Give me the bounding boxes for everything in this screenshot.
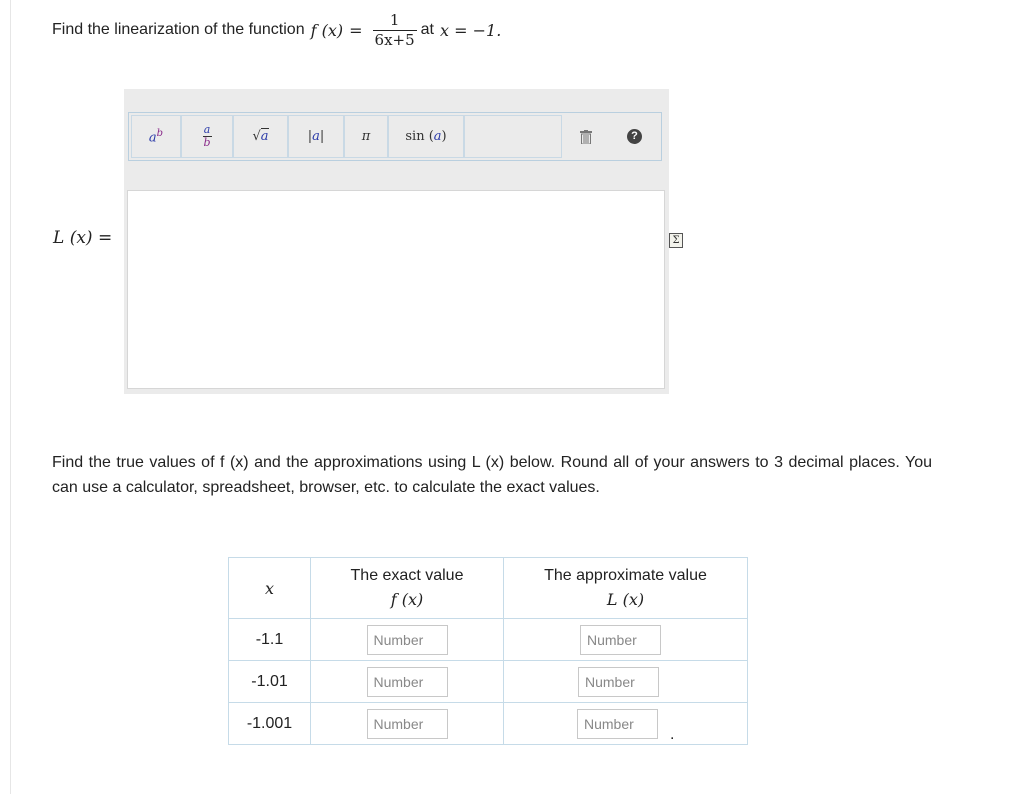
approx-value-input[interactable]: Number <box>580 625 661 655</box>
empty-toolbar-slot <box>464 115 562 158</box>
equation-editor-toggle[interactable] <box>669 233 683 248</box>
table-header-row <box>229 558 748 619</box>
instructions-text: Find the true values of f (x) and the approximations using L (x) below. Round all of your answers to 3 decimal places. You can use a calculator, spreadsheet, browser, etc. to calculate the exact values. <box>52 454 932 496</box>
exact-value-input[interactable]: Number <box>367 625 448 655</box>
approx-value-input[interactable]: Number <box>577 709 658 739</box>
pi-icon: π <box>361 129 371 144</box>
header-approx <box>504 558 748 619</box>
power-button[interactable] <box>131 115 181 158</box>
math-editor <box>124 89 669 394</box>
row-x-value: -1.1 <box>229 619 311 661</box>
exact-value-input[interactable]: Number <box>367 667 448 697</box>
fraction-numerator: 1 <box>389 10 400 29</box>
sin-icon: sin (a) <box>405 129 447 144</box>
row-x-value: -1.01 <box>229 661 311 703</box>
row-approx-cell <box>504 619 748 661</box>
fraction-icon: a b <box>203 123 211 149</box>
header-exact <box>311 558 504 619</box>
trash-icon <box>580 130 592 144</box>
sqrt-icon: √a <box>252 129 269 144</box>
abs-icon: |a| <box>307 129 325 144</box>
abs-button[interactable] <box>288 115 344 158</box>
header-approx-title: The approximate value <box>544 567 707 584</box>
sin-button[interactable] <box>388 115 464 158</box>
help-icon: ? <box>627 129 642 144</box>
approx-value-input[interactable]: Number <box>578 667 659 697</box>
sqrt-button[interactable] <box>233 115 288 158</box>
question-prefix: Find the linearization of the function <box>52 21 305 38</box>
power-icon: $a^b$ <box>148 127 164 146</box>
left-border <box>10 0 11 794</box>
table-row <box>229 661 748 703</box>
linearization-label: L (x) = <box>53 228 113 248</box>
row-x-value: -1.001 <box>229 703 311 745</box>
answer-input-area[interactable] <box>127 190 665 389</box>
equals-sign: = <box>349 20 363 40</box>
header-x: x <box>229 558 311 619</box>
help-button[interactable] <box>610 115 659 158</box>
header-exact-title: The exact value <box>350 567 464 584</box>
function-fraction <box>373 12 417 49</box>
math-toolbar <box>128 112 662 161</box>
fraction-button[interactable] <box>181 115 233 158</box>
exact-value-input[interactable]: Number <box>367 709 448 739</box>
pi-button[interactable] <box>344 115 388 158</box>
point-value: x = −1. <box>440 20 502 40</box>
header-approx-symbol: L (x) <box>606 590 645 609</box>
trailing-period: . <box>670 726 675 743</box>
row-exact-cell <box>311 619 504 661</box>
at-text: at <box>420 21 434 38</box>
function-lhs: f (x) <box>310 20 344 40</box>
row-exact-cell <box>311 661 504 703</box>
values-table <box>228 557 748 745</box>
row-approx-cell <box>504 703 748 745</box>
question-prompt <box>52 0 501 60</box>
trash-button[interactable] <box>562 115 610 158</box>
row-exact-cell <box>311 703 504 745</box>
header-exact-symbol: f (x) <box>390 590 424 609</box>
table-row <box>229 619 748 661</box>
row-approx-cell <box>504 661 748 703</box>
fraction-denominator: 6x+5 <box>374 30 415 49</box>
sigma-icon: Σ <box>672 235 680 246</box>
